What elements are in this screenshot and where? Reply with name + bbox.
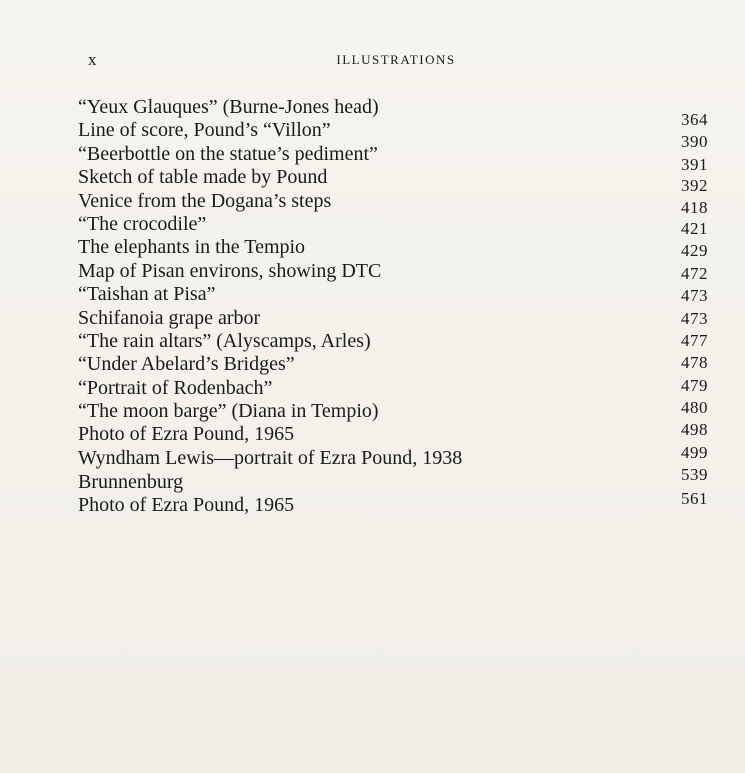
illustration-page: 479 bbox=[681, 375, 708, 395]
list-item bbox=[78, 377, 708, 400]
illustrations-list bbox=[78, 96, 708, 517]
illustration-caption: Wyndham Lewis—portrait of Ezra Pound, 1938 bbox=[78, 446, 463, 469]
page-header bbox=[84, 50, 708, 74]
list-item bbox=[78, 330, 708, 353]
list-item bbox=[78, 283, 708, 306]
list-item bbox=[78, 96, 708, 129]
illustration-caption: “The rain altars” (Alyscamps, Arles) bbox=[78, 329, 371, 352]
illustration-caption: “Portrait of Rodenbach” bbox=[78, 376, 273, 399]
list-item bbox=[78, 166, 708, 196]
illustration-caption: Schifanoia grape arbor bbox=[78, 306, 261, 329]
illustration-page: 429 bbox=[681, 241, 708, 261]
illustration-page: 498 bbox=[681, 420, 708, 440]
list-item bbox=[78, 353, 708, 376]
illustration-caption: The elephants in the Tempio bbox=[78, 236, 306, 259]
illustration-page: 539 bbox=[681, 465, 708, 485]
illustration-caption: Venice from the Dogana’s steps bbox=[78, 189, 332, 212]
illustration-caption: Line of score, Pound’s “Villon” bbox=[78, 119, 331, 142]
illustration-caption: “Taishan at Pisa” bbox=[78, 283, 216, 306]
page-number: x bbox=[88, 50, 98, 69]
list-item bbox=[78, 119, 708, 152]
list-item bbox=[78, 465, 708, 494]
list-item bbox=[78, 442, 708, 470]
illustration-page: 473 bbox=[681, 286, 708, 306]
list-item bbox=[78, 400, 708, 423]
illustration-caption: Map of Pisan environs, showing DTC bbox=[78, 259, 382, 282]
list-item bbox=[78, 236, 708, 259]
illustration-page: 561 bbox=[681, 488, 708, 508]
illustration-page: 478 bbox=[681, 353, 708, 373]
illustration-caption: “Beerbottle on the statue’s pediment” bbox=[78, 142, 378, 165]
illustration-page: 390 bbox=[681, 132, 708, 152]
running-head: ILLUSTRATIONS bbox=[336, 52, 456, 67]
illustration-caption: Sketch of table made by Pound bbox=[78, 166, 328, 189]
illustration-caption: Photo of Ezra Pound, 1965 bbox=[78, 423, 295, 446]
illustration-caption: “Yeux Glauques” (Burne-Jones head) bbox=[78, 96, 379, 118]
list-item bbox=[78, 260, 708, 283]
illustration-page: 477 bbox=[681, 330, 708, 350]
illustration-page: 391 bbox=[681, 154, 708, 174]
list-item bbox=[78, 420, 708, 446]
list-item bbox=[78, 189, 708, 217]
illustration-caption: Photo of Ezra Pound, 1965 bbox=[78, 493, 295, 516]
list-item bbox=[78, 213, 708, 236]
illustration-page: 499 bbox=[681, 442, 708, 462]
illustration-page: 421 bbox=[681, 218, 708, 238]
illustration-page: 472 bbox=[681, 263, 708, 283]
illustration-page: 392 bbox=[681, 176, 708, 196]
list-item bbox=[78, 488, 708, 517]
illustration-caption: “The moon barge” (Diana in Tempio) bbox=[78, 400, 379, 423]
illustration-caption: “Under Abelard’s Bridges” bbox=[78, 353, 295, 376]
illustration-page: 364 bbox=[681, 110, 708, 129]
list-item bbox=[78, 307, 708, 330]
illustration-caption: “The crocodile” bbox=[78, 212, 207, 235]
illustration-page: 418 bbox=[681, 197, 708, 217]
illustration-caption: Brunnenburg bbox=[78, 471, 184, 494]
illustration-page: 480 bbox=[681, 398, 708, 418]
illustration-page: 473 bbox=[681, 308, 708, 328]
